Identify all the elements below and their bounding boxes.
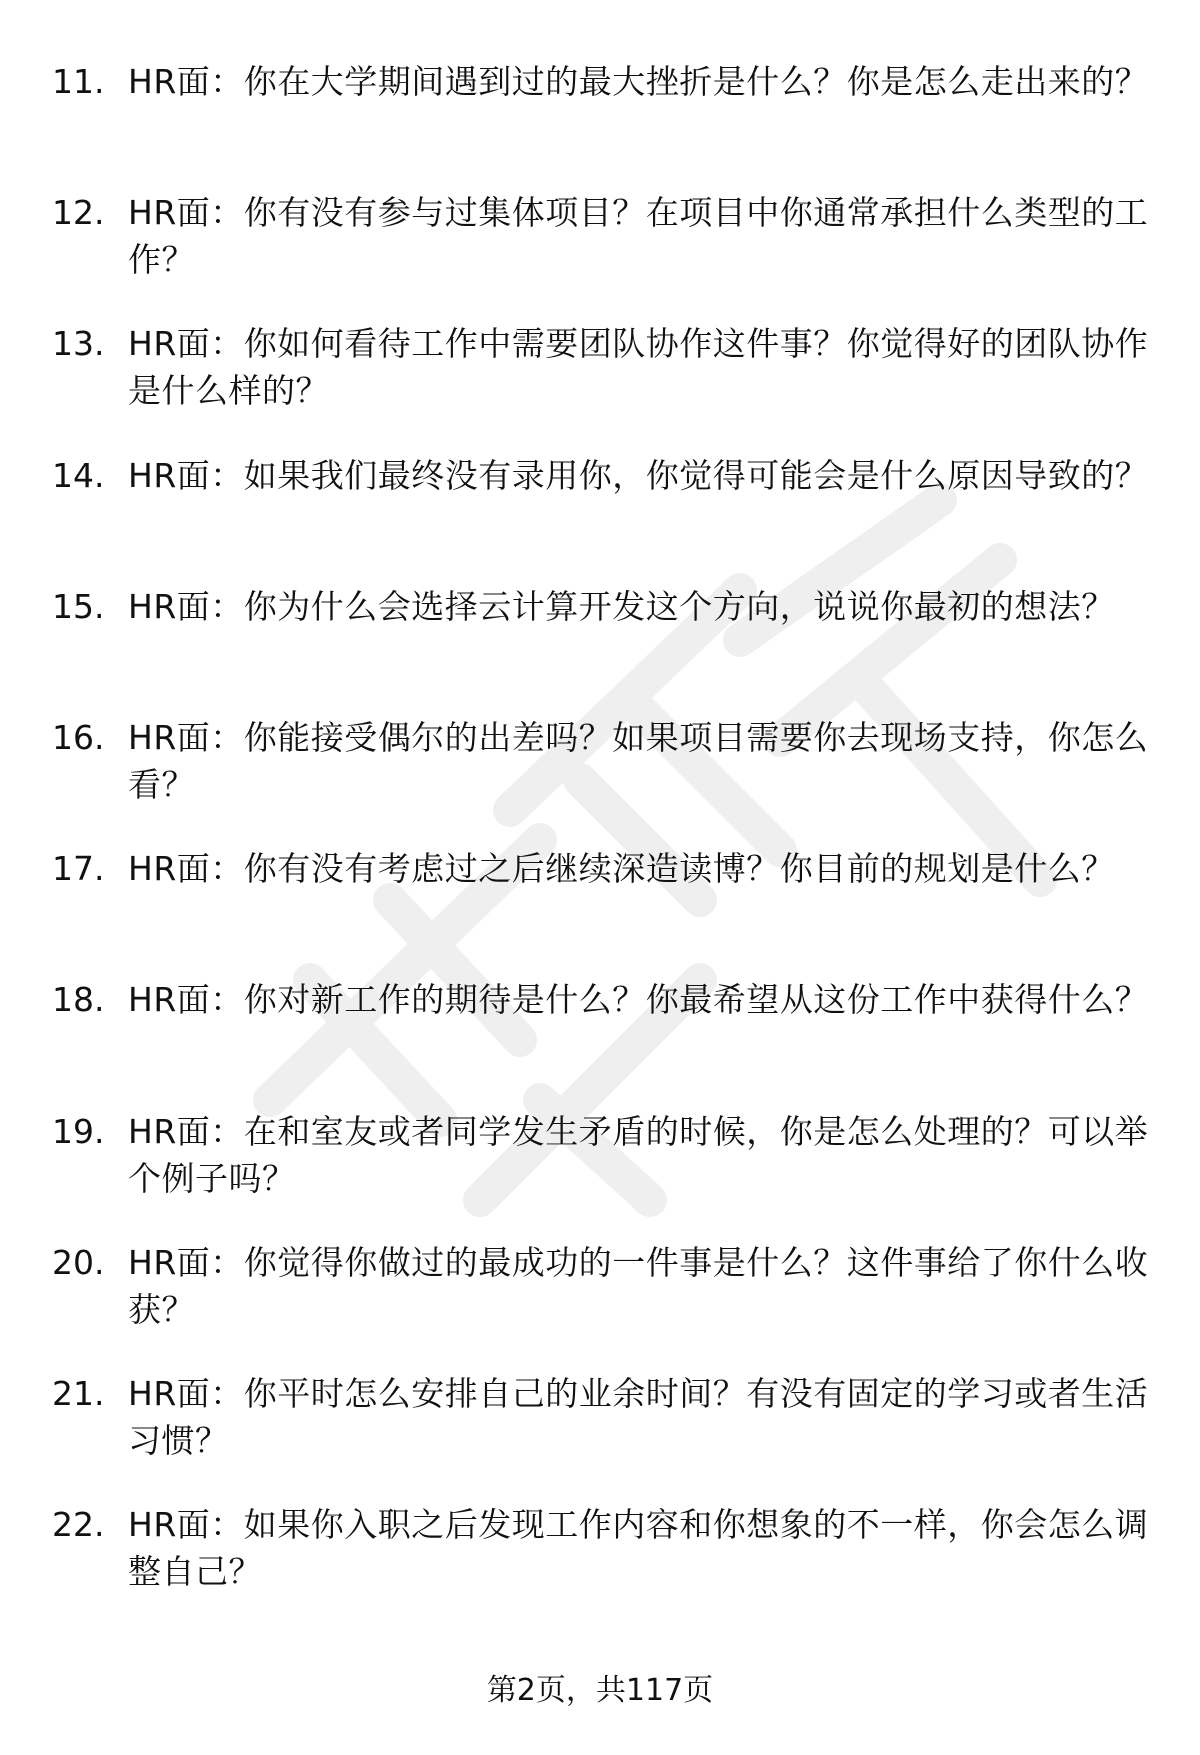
- question-number: 14.: [52, 455, 105, 495]
- question-number: 16.: [52, 717, 105, 757]
- question-number: 15.: [52, 586, 105, 626]
- list-item: [0, 845, 1200, 976]
- list-item: [0, 320, 1200, 451]
- question-number: 22.: [52, 1505, 105, 1545]
- question-text: HR面：你有没有考虑过之后继续深造读博？你目前的规划是什么？: [128, 849, 1115, 889]
- list-item: [0, 714, 1200, 845]
- list-item: [0, 583, 1200, 714]
- question-number: 20.: [52, 1242, 105, 1282]
- list-item: [0, 1239, 1200, 1370]
- question-text: HR面：你觉得你做过的最成功的一件事是什么？这件事给了你什么收获？: [128, 1242, 1149, 1329]
- question-text: HR面：你有没有参与过集体项目？在项目中你通常承担什么类型的工作？: [128, 193, 1149, 280]
- list-item: [0, 1370, 1200, 1501]
- question-number: 19.: [52, 1111, 105, 1151]
- question-text: HR面：如果你入职之后发现工作内容和你想象的不一样，你会怎么调整自己？: [128, 1505, 1149, 1592]
- question-text: HR面：你平时怎么安排自己的业余时间？有没有固定的学习或者生活习惯？: [128, 1373, 1149, 1460]
- question-text: HR面：如果我们最终没有录用你，你觉得可能会是什么原因导致的？: [128, 455, 1149, 495]
- question-list: [0, 58, 1200, 1632]
- question-number: 17.: [52, 849, 105, 889]
- page-number-label: 第2页，共117页: [486, 1673, 714, 1708]
- list-item: [0, 189, 1200, 320]
- question-text: HR面：你能接受偶尔的出差吗？如果项目需要你去现场支持，你怎么看？: [128, 717, 1149, 804]
- question-text: HR面：你对新工作的期待是什么？你最希望从这份工作中获得什么？: [128, 980, 1149, 1020]
- question-text: HR面：你在大学期间遇到过的最大挫折是什么？你是怎么走出来的？: [128, 62, 1149, 101]
- question-number: 21.: [52, 1373, 105, 1413]
- question-number: 13.: [52, 324, 105, 364]
- list-item: [0, 1501, 1200, 1632]
- list-item: [0, 976, 1200, 1107]
- list-item: [0, 452, 1200, 583]
- page-footer: [0, 1671, 1200, 1711]
- question-number: 12.: [52, 193, 105, 233]
- question-text: HR面：你为什么会选择云计算开发这个方向，说说你最初的想法？: [128, 586, 1115, 626]
- question-text: HR面：你如何看待工作中需要团队协作这件事？你觉得好的团队协作是什么样的？: [128, 324, 1149, 411]
- question-number: 18.: [52, 980, 105, 1020]
- question-text: HR面：在和室友或者同学发生矛盾的时候，你是怎么处理的？可以举个例子吗？: [128, 1111, 1149, 1198]
- question-number: 11.: [52, 62, 105, 101]
- list-item: [0, 58, 1200, 189]
- list-item: [0, 1108, 1200, 1239]
